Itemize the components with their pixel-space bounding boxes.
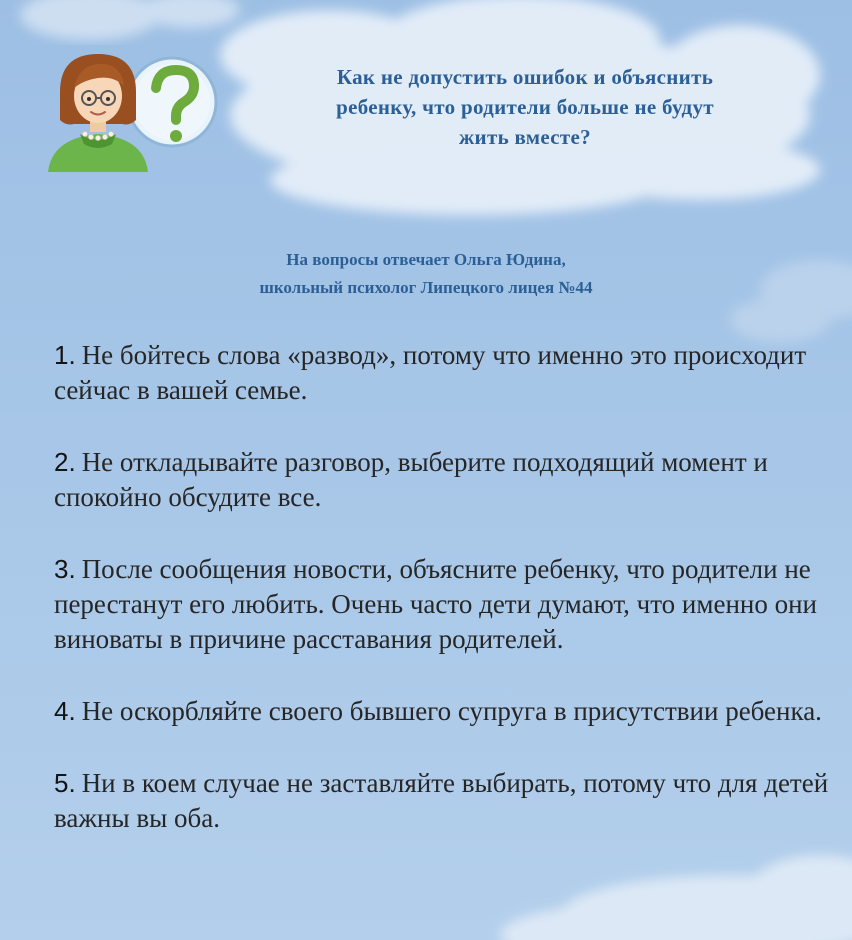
- tip-text: После сообщения новости, объясните ребенку, что родители не перестанут его любить. Очень часто дети думают, что именно они виноваты в причине расставания родителей.: [54, 554, 817, 654]
- page-title-line: ребенку, что родители больше не будут: [336, 95, 714, 119]
- list-item: [54, 766, 834, 836]
- list-item: [54, 445, 834, 515]
- tip-number: 4.: [54, 696, 76, 726]
- page-title: [240, 62, 810, 152]
- question-bubble-icon: [128, 58, 216, 146]
- tips-list: [54, 338, 834, 873]
- page-title-line: жить вместе?: [459, 125, 591, 149]
- byline-author: На вопросы отвечает Ольга Юдина,: [286, 250, 566, 269]
- list-item: [54, 694, 834, 729]
- tip-number: 3.: [54, 554, 76, 584]
- list-item: [54, 552, 834, 657]
- byline-position: школьный психолог Липецкого лицея №44: [259, 278, 593, 297]
- tip-text: Не оскорбляйте своего бывшего супруга в присутствии ребенка.: [81, 696, 822, 726]
- tip-text: Ни в коем случае не заставляйте выбирать, потому что для детей важны вы оба.: [54, 768, 829, 833]
- tip-number: 1.: [54, 340, 76, 370]
- list-item: [54, 338, 834, 408]
- tip-text: Не откладывайте разговор, выберите подходящий момент и спокойно обсудите все.: [54, 447, 768, 512]
- tip-number: 2.: [54, 447, 76, 477]
- tip-number: 5.: [54, 768, 76, 798]
- page-title-line: Как не допустить ошибок и объяснить: [336, 65, 714, 89]
- tip-text: Не бойтесь слова «развод», потому что именно это происходит сейчас в вашей семье.: [54, 340, 807, 405]
- psychologist-avatar-icon: [40, 44, 225, 179]
